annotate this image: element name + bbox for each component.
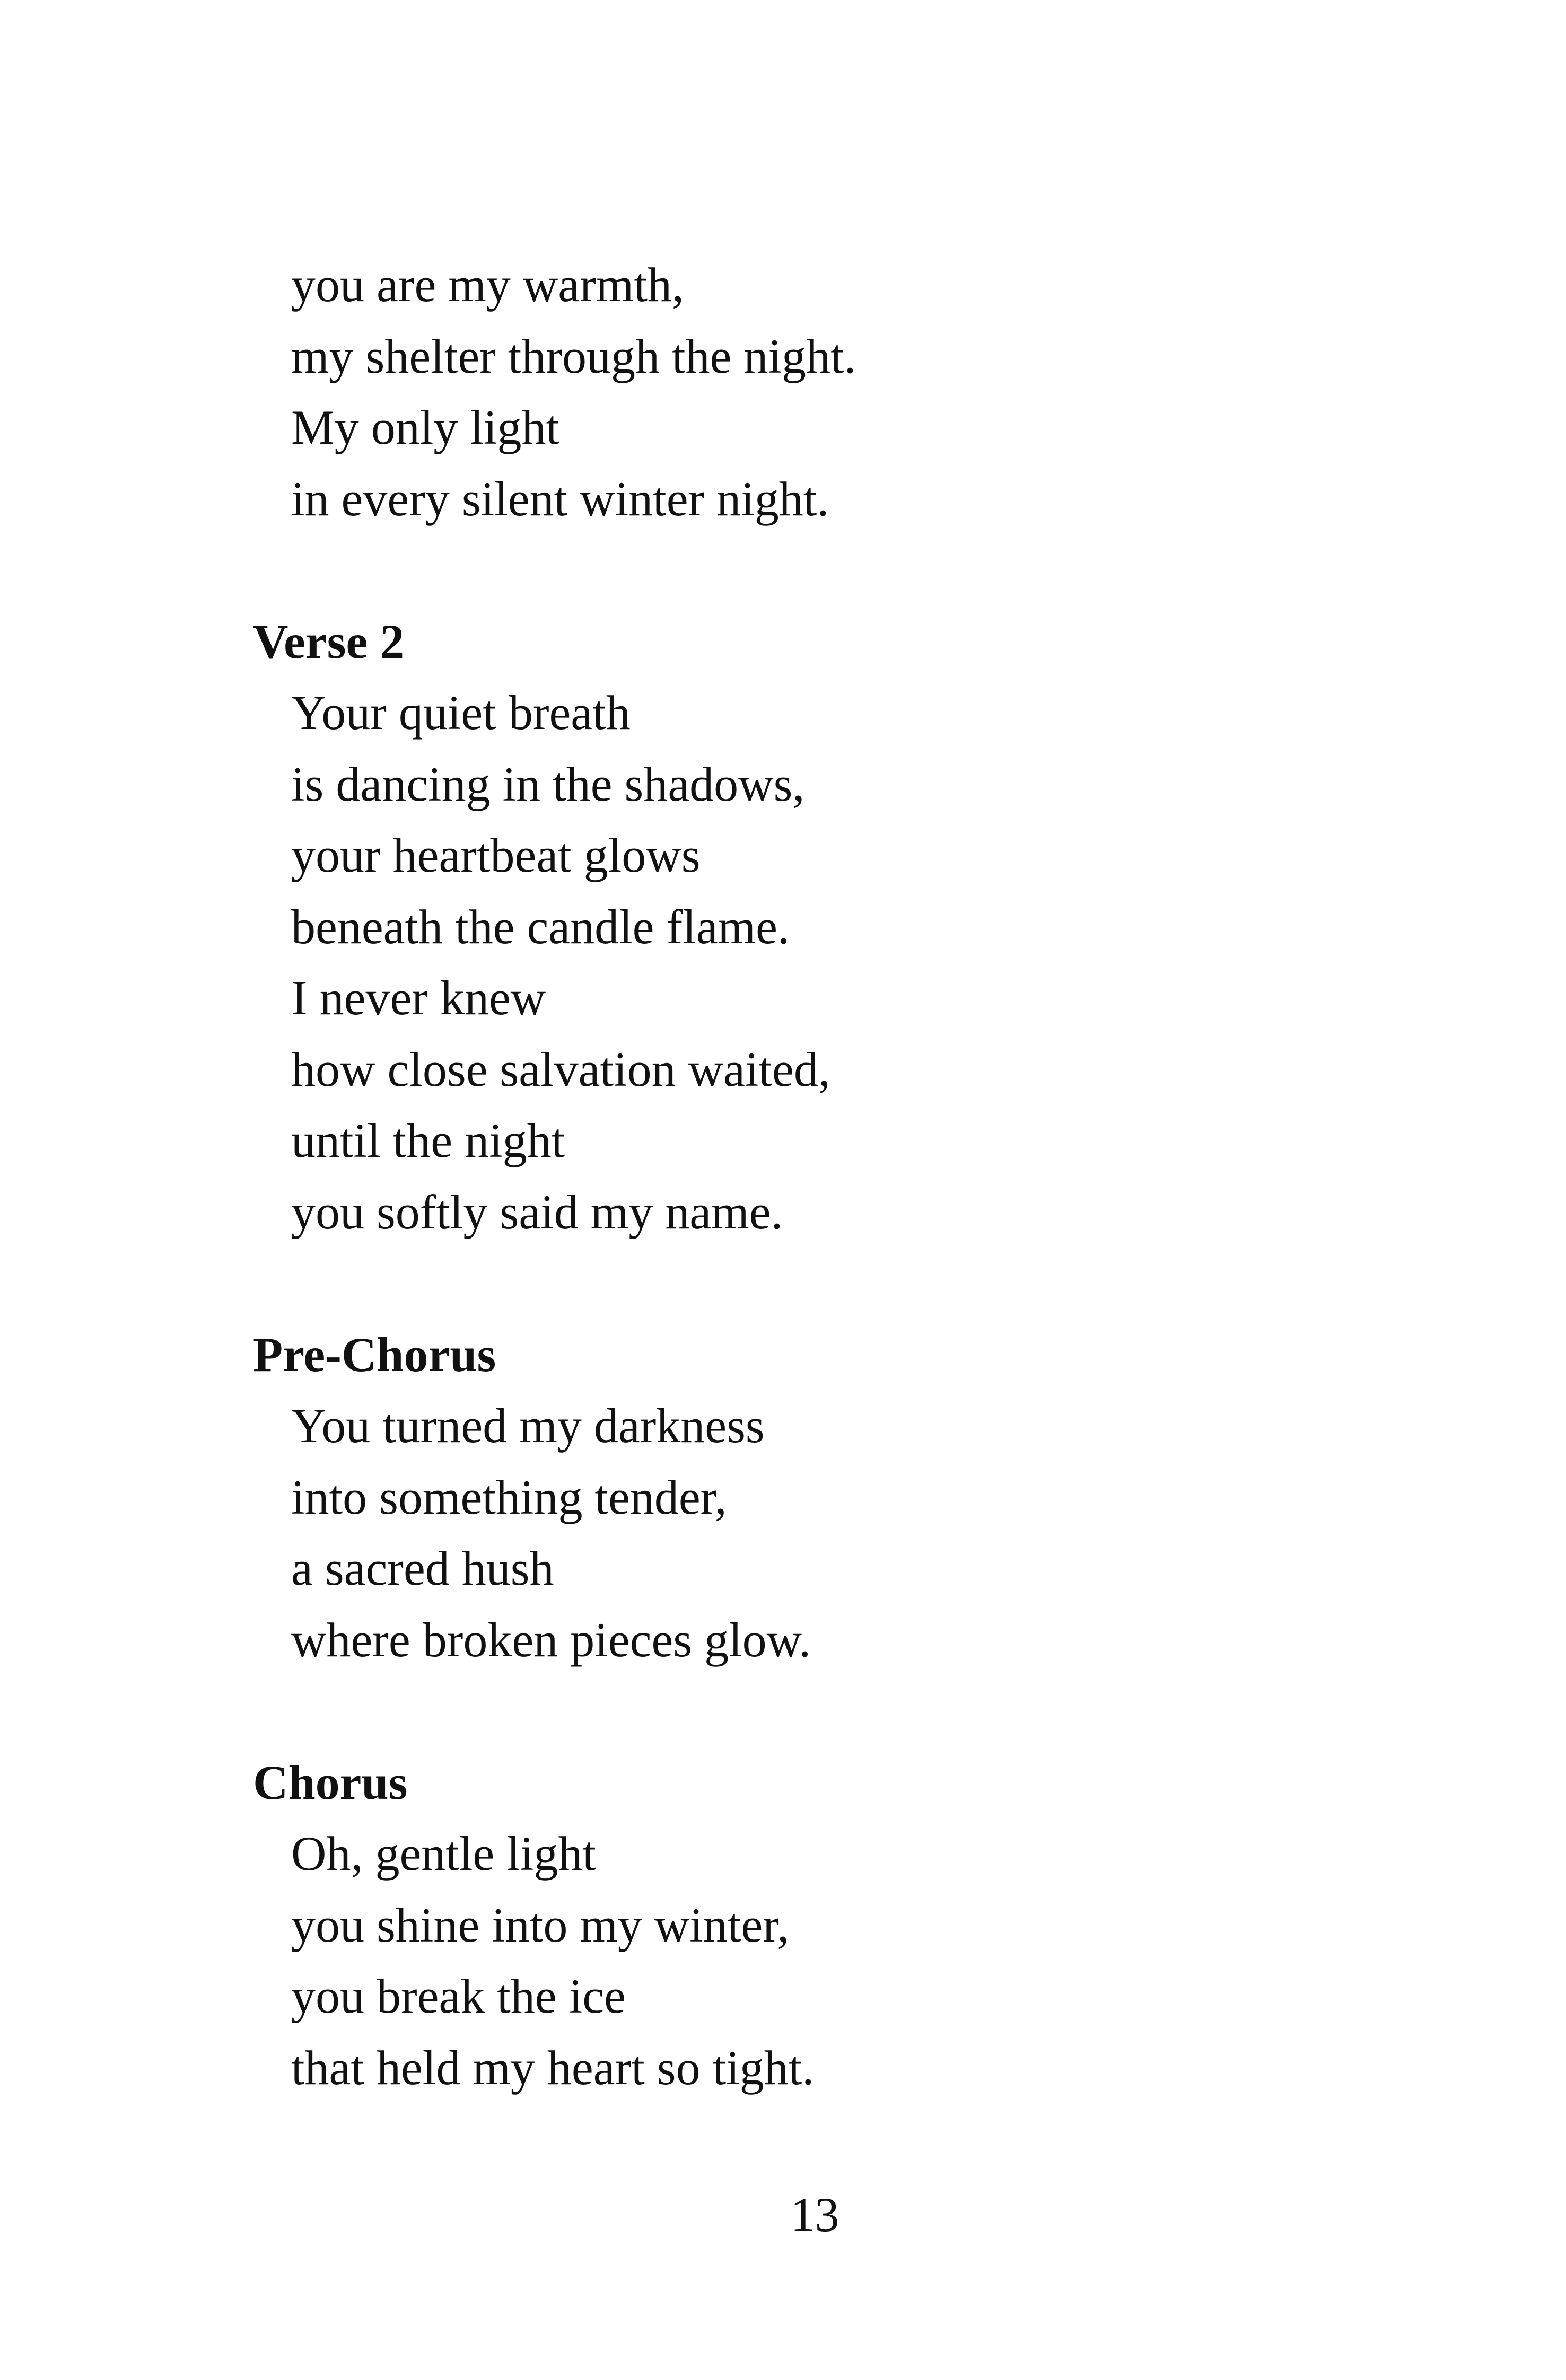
lyric-line: into something tender, [291, 1470, 727, 1524]
lyric-line: how close salvation waited, [291, 1042, 830, 1096]
lyrics-body [253, 249, 1420, 2103]
lyric-line: you break the ice [291, 1969, 626, 2023]
lyric-line: is dancing in the shadows, [291, 757, 805, 811]
lyric-line: I never knew [291, 971, 546, 1025]
lyric-line: where broken pieces glow. [291, 1612, 811, 1667]
lyric-line: until the night [291, 1113, 565, 1167]
lyric-line: you are my warmth, [291, 258, 684, 312]
lyric-line: beneath the candle flame. [291, 899, 790, 954]
prechorus-section [253, 1319, 1420, 1676]
lyric-line: that held my heart so tight. [291, 2040, 815, 2095]
lyric-line: a sacred hush [291, 1541, 554, 1595]
lyric-line: You turned my darkness [291, 1399, 765, 1453]
stanza-gap [253, 534, 1420, 606]
lyric-line: Oh, gentle light [291, 1826, 596, 1881]
section-heading-prechorus: Pre-Chorus [253, 1327, 496, 1382]
chorus-section [253, 1747, 1420, 2104]
lyric-line: My only light [291, 400, 560, 454]
stanza-gap [253, 1248, 1420, 1319]
lyric-line: in every silent winter night. [291, 471, 829, 526]
lyric-line: you softly said my name. [291, 1184, 783, 1239]
stanza-gap [253, 1675, 1420, 1747]
section-heading-chorus: Chorus [253, 1755, 408, 1810]
lyric-line: Your quiet breath [291, 686, 631, 740]
lyric-line: your heartbeat glows [291, 828, 701, 882]
lyric-line: my shelter through the night. [291, 329, 856, 383]
verse2-section [253, 606, 1420, 1248]
intro-stanza [253, 249, 1420, 534]
page-number: 13 [790, 2188, 839, 2242]
lyric-line: you shine into my winter, [291, 1898, 790, 1952]
section-heading-verse2: Verse 2 [253, 614, 405, 669]
